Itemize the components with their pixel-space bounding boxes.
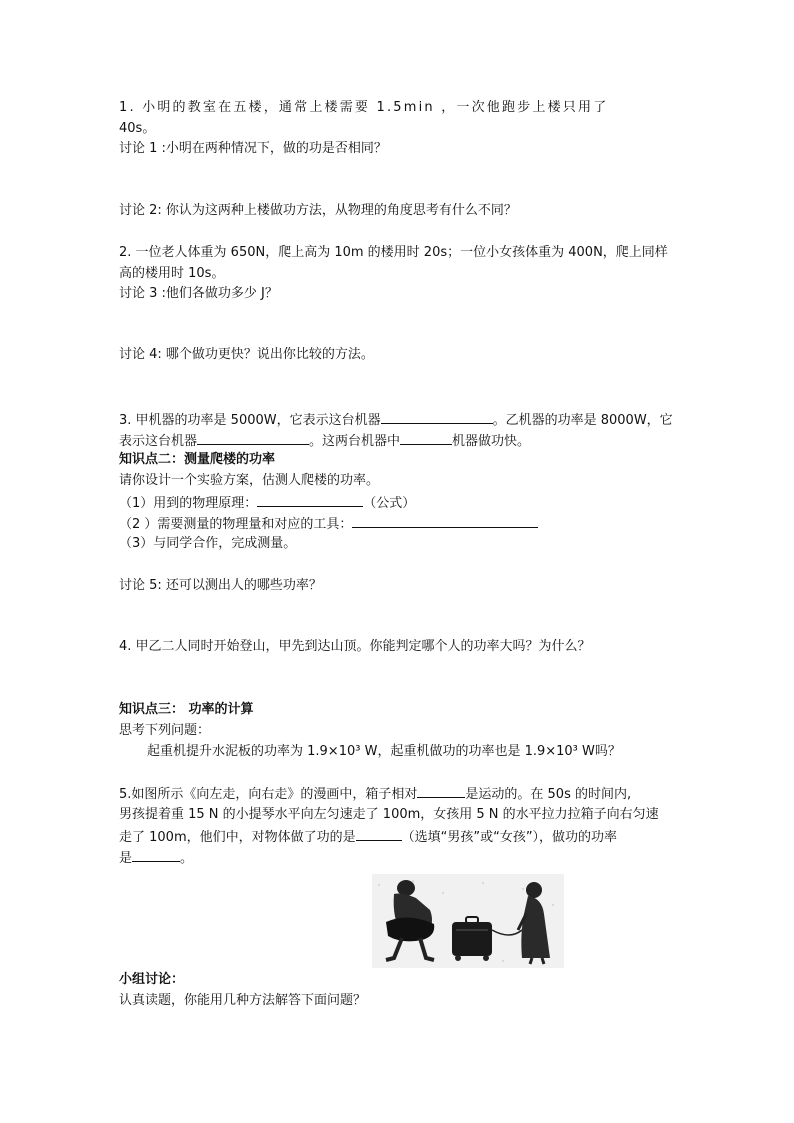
kp2-step1-text-b: （公式） [363, 496, 416, 511]
q5-line1-text-a: 5.如图所示《向左走，向右走》的漫画中，箱子相对 [119, 787, 418, 802]
answer-blank[interactable] [381, 410, 493, 424]
kp3-title: 知识点三： 功率的计算 [119, 702, 254, 717]
kp2-step1 [119, 493, 415, 513]
discussion-2: 讨论 2: 你认为这两种上楼做功方法，从物理的角度思考有什么不同？ [119, 203, 517, 218]
kp2-step2-text: （2 ）需要测量的物理量和对应的工具： [119, 517, 353, 532]
kp2-title: 知识点二：测量爬楼的功率 [119, 452, 276, 467]
answer-blank[interactable] [197, 431, 309, 445]
q3-line2-text-a: 表示这台机器 [119, 434, 198, 449]
kp3-think: 思考下列问题： [119, 723, 211, 738]
answer-blank[interactable] [356, 827, 402, 841]
q1-line1: 1. 小明的教室在五楼，通常上楼需要 1.5min ，一次他跑步上楼只用了 [119, 100, 609, 115]
q1-line2: 40s。 [119, 121, 156, 136]
cartoon-illustration [372, 874, 564, 968]
q5-line4 [119, 848, 193, 868]
suitcase [452, 917, 492, 961]
discussion-4: 讨论 4: 哪个做功更快？说出你比较的方法。 [119, 347, 374, 362]
kp3-question: 起重机提升水泥板的功率为 1.9×10³ W，起重机做功的功率也是 1.9×10³ W吗？ [147, 744, 621, 759]
q2-line1: 2. 一位老人体重为 650N，爬上高为 10m 的楼用时 20s；一位小女孩体重为 400N，爬上同样 [119, 245, 668, 260]
answer-blank[interactable] [417, 784, 465, 798]
q5-line1 [119, 784, 631, 804]
q2-line2: 高的楼用时 10s。 [119, 266, 225, 281]
group-text: 认真读题，你能用几种方法解答下面问题？ [119, 993, 367, 1008]
group-title: 小组讨论： [119, 972, 185, 987]
answer-blank[interactable] [132, 848, 180, 862]
kp2-step3: （3）与同学合作，完成测量。 [119, 536, 297, 551]
q3-line1 [119, 410, 673, 430]
answer-blank[interactable] [257, 493, 363, 507]
q3-line2-text-b: 。这两台机器中 [309, 434, 401, 449]
q5-line4-text-b: 。 [180, 851, 194, 866]
discussion-1: 讨论 1 :小明在两种情况下，做的功是否相同？ [119, 141, 387, 156]
kp2-step1-text-a: （1）用到的物理原理： [119, 496, 258, 511]
q3-line2 [119, 431, 530, 451]
q5-line3-text-a: 走了 100m，他们中，对物体做了功的是 [119, 830, 356, 845]
q5-line4-text-a: 是 [119, 851, 133, 866]
discussion-5: 讨论 5: 还可以测出人的哪些功率？ [119, 578, 322, 593]
discussion-3: 讨论 3 :他们各做功多少 J？ [119, 286, 278, 301]
q4-text: 4. 甲乙二人同时开始登山，甲先到达山顶。你能判定哪个人的功率大吗？为什么？ [119, 639, 591, 654]
kp2-intro: 请你设计一个实验方案，估测人爬楼的功率。 [119, 473, 380, 488]
q3-line2-text-c: 机器做功快。 [452, 434, 531, 449]
answer-blank[interactable] [352, 514, 538, 528]
q5-line2: 男孩提着重 15 N 的小提琴水平向左匀速走了 100m，女孩用 5 N 的水平拉力拉箱子向右匀速 [119, 807, 659, 822]
q3-line1-text-b: 。乙机器的功率是 8000W，它 [492, 413, 673, 428]
q5-line3-text-b: （选填“男孩”或“女孩”），做功的功率 [401, 830, 618, 845]
answer-blank[interactable] [400, 431, 452, 445]
q5-line1-text-b: 是运动的。在 50s 的时间内, [465, 787, 632, 802]
q5-line3 [119, 827, 617, 847]
kp2-step2 [119, 514, 538, 534]
q3-line1-text-a: 3. 甲机器的功率是 5000W，它表示这台机器 [119, 413, 381, 428]
